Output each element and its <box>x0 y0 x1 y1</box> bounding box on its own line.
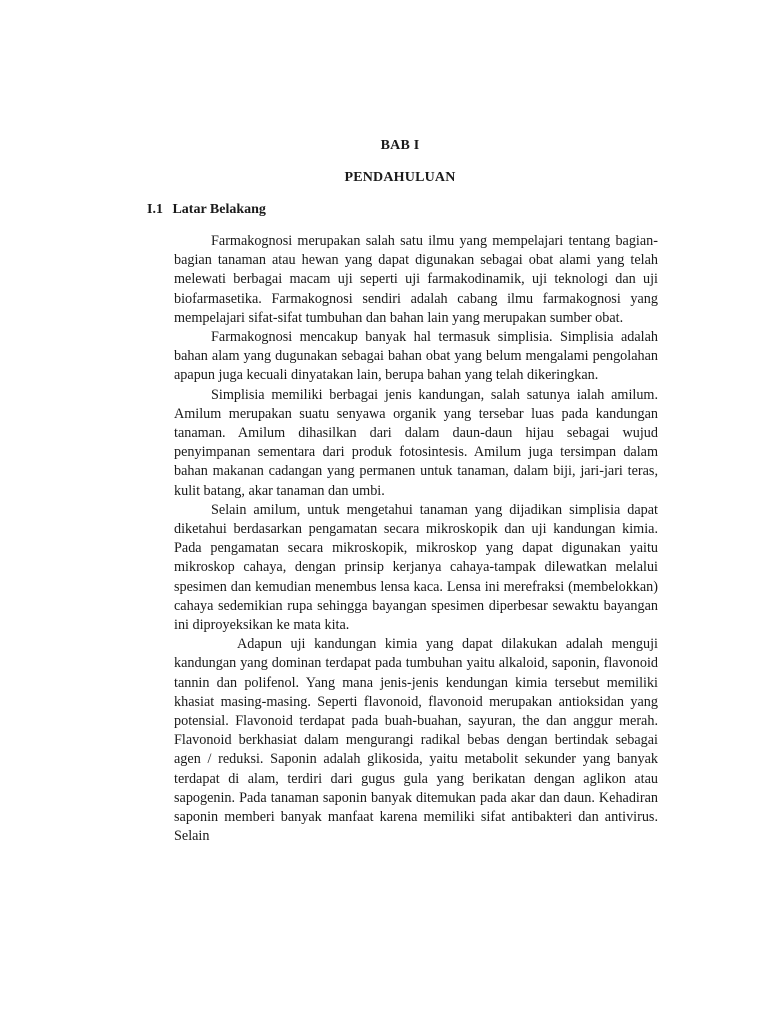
paragraph-kandungan-kimia: Adapun uji kandungan kimia yang dapat dilakukan adalah menguji kandungan yang dominan terdapat pada tumbuhan yaitu alkaloid, saponin, flavonoid tannin dan polifenol. Yang mana jenis-jenis kendungan kimia tersebut memiliki khasiat masing-masing. Seperti flavonoid, flavonoid merupakan antioksidan yang potensial. Flavonoid terdapat pada buah-buahan, sayuran, the dan anggur merah. Flavonoid berkhasiat dalam mengurangi radikal bebas dengan bertindak sebagai agen / reduksi. Saponin adalah glikosida, yaitu metabolit sekunder yang banyak terdapat di alam, terdiri dari gugus gula yang berikatan dengan aglikon atau sapogenin. Pada tanaman saponin banyak ditemukan pada akar dan daun. Kehadiran saponin memberi banyak manfaat karena memiliki sifat antibakteri dan antivirus. Selain <box>174 636 658 845</box>
section-heading <box>147 202 266 218</box>
chapter-title: PENDAHULUAN <box>344 170 456 185</box>
paragraph-simplisia: Farmakognosi mencakup banyak hal termasuk simplisia. Simplisia adalah bahan alam yang dugunakan sebagai bahan obat yang belum mengalami pengolahan apapun juga kecuali dinyatakan lain, berupa bahan yang telah dikeringkan. <box>174 329 658 384</box>
paragraph-farmakognosi: Farmakognosi merupakan salah satu ilmu yang mempelajari tentang bagian-bagian tanaman atau hewan yang dapat digunakan sebagai obat alami yang telah melewati berbagai macam uji seperti uji farmakodinamik, uji teknologi dan uji biofarmasetika. Farmakognosi sendiri adalah cabang ilmu farmakognosi yang mempelajari sifat-sifat tumbuhan dan bahan lain yang merupakan sumber obat. <box>174 233 658 326</box>
body-text <box>174 232 658 847</box>
section-title: Latar Belakang <box>172 202 266 217</box>
paragraph-amilum: Simplisia memiliki berbagai jenis kandungan, salah satunya ialah amilum. Amilum merupakan suatu senyawa organik yang tersebar luas pada kandungan tanaman. Amilum dihasilkan dari dalam daun-daun hijau sebagai wujud penyimpanan sementara dari produk fotosintesis. Amilum juga tersimpan dalam bahan makanan cadangan yang permanen untuk tanaman, dalam biji, jari-jari teras, kulit batang, akar tanaman dan umbi. <box>174 386 658 499</box>
paragraph-mikroskopik: Selain amilum, untuk mengetahui tanaman yang dijadikan simplisia dapat diketahui berdasarkan pengamatan secara mikroskopik dan uji kandungan kimia. Pada pengamatan secara mikroskopik, mikroskop yang dapat digunakan yaitu mikroskop cahaya, dengan prinsip kerjanya cahaya-tampak dilewatkan melalui spesimen dan kemudian menembus lensa kaca. Lensa ini merefraksi (membelokkan) cahaya sedemikian rupa sehingga bayangan spesimen diperbesar sewaktu bayangan ini diproyeksikan ke mata kita. <box>174 501 658 634</box>
chapter-number: BAB I <box>380 138 420 153</box>
section-number: I.1 <box>147 202 163 217</box>
